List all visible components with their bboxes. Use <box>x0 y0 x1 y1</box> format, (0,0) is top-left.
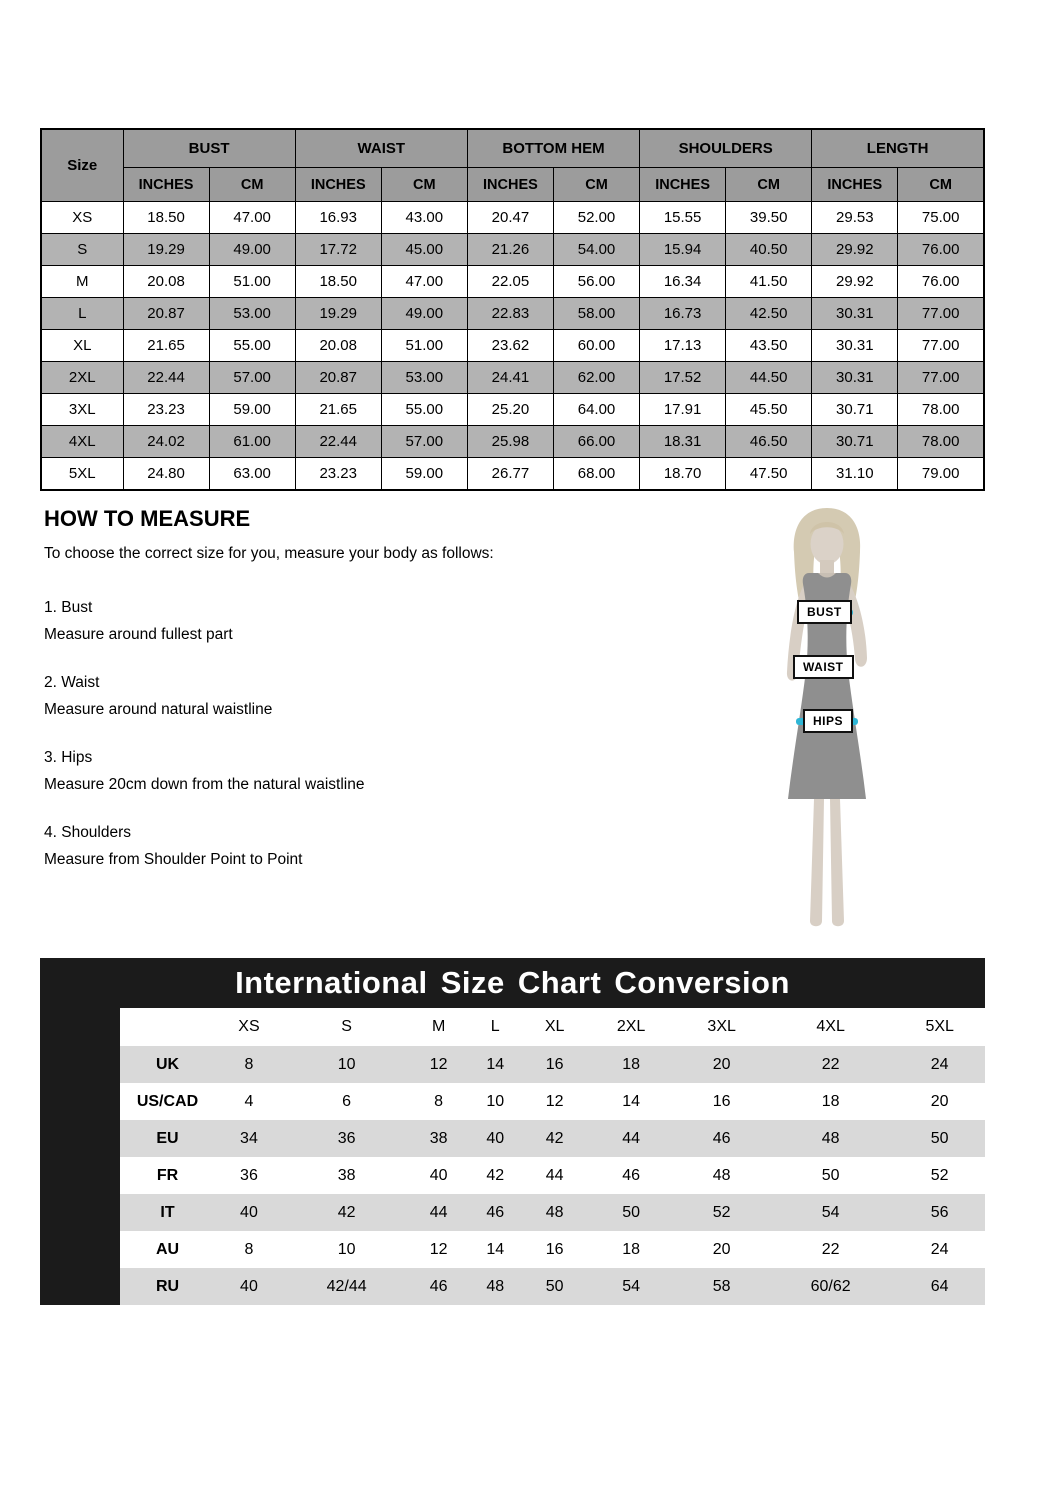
measurement-value: 22.05 <box>467 266 553 298</box>
measurement-value: 20.08 <box>295 330 381 362</box>
measurement-value: 23.23 <box>295 458 381 491</box>
measurement-value: 15.55 <box>640 202 726 234</box>
measurement-value: 62.00 <box>553 362 639 394</box>
step-label: 3. Hips <box>44 749 93 766</box>
measure-step <box>44 599 684 644</box>
measurement-value: 20.47 <box>467 202 553 234</box>
measurement-value: 23.62 <box>467 330 553 362</box>
measurement-value: 78.00 <box>898 426 984 458</box>
conversion-value: 50 <box>524 1268 586 1305</box>
region-label: IT <box>120 1194 215 1231</box>
step-desc: Measure around natural waistline <box>44 701 273 718</box>
conversion-value: 42 <box>283 1194 410 1231</box>
measurement-value: 29.92 <box>812 234 898 266</box>
step-desc: Measure around fullest part <box>44 626 233 643</box>
conversion-value: 10 <box>283 1046 410 1083</box>
conversion-value: 18 <box>586 1231 677 1268</box>
measure-step <box>44 749 684 794</box>
conversion-row <box>120 1194 985 1231</box>
region-label: AU <box>120 1231 215 1268</box>
measurement-value: 78.00 <box>898 394 984 426</box>
conversion-body <box>40 1008 985 1305</box>
conversion-value: 50 <box>767 1157 894 1194</box>
measurement-value: 63.00 <box>209 458 295 491</box>
conversion-size-header: 4XL <box>767 1008 894 1046</box>
right-leg-shape <box>830 799 844 926</box>
size-table-row <box>41 426 984 458</box>
conversion-value: 8 <box>215 1231 283 1268</box>
how-to-measure-intro: To choose the correct size for you, measure your body as follows: <box>44 545 494 562</box>
measurement-value: 59.00 <box>209 394 295 426</box>
size-label: L <box>41 298 123 330</box>
measurement-value: 29.53 <box>812 202 898 234</box>
unit-header: INCHES <box>295 168 381 202</box>
size-table-row <box>41 330 984 362</box>
measure-group-header: WAIST <box>295 129 467 168</box>
conversion-table-body <box>120 1046 985 1305</box>
conversion-value: 44 <box>586 1120 677 1157</box>
conversion-value: 12 <box>410 1046 467 1083</box>
region-label: FR <box>120 1157 215 1194</box>
measurement-value: 57.00 <box>209 362 295 394</box>
size-table-body <box>41 202 984 491</box>
step-label: 1. Bust <box>44 599 93 616</box>
hips-label: HIPS <box>803 709 853 733</box>
measurement-value: 20.08 <box>123 266 209 298</box>
measurement-value: 24.41 <box>467 362 553 394</box>
step-desc: Measure 20cm down from the natural waistline <box>44 776 365 793</box>
conversion-value: 24 <box>894 1046 985 1083</box>
conversion-size-header: 3XL <box>676 1008 767 1046</box>
conversion-size-header: XL <box>524 1008 586 1046</box>
measurement-value: 55.00 <box>381 394 467 426</box>
conversion-value: 14 <box>586 1083 677 1120</box>
conversion-value: 8 <box>215 1046 283 1083</box>
conversion-value: 14 <box>467 1231 524 1268</box>
measurement-value: 47.00 <box>209 202 295 234</box>
measurement-value: 55.00 <box>209 330 295 362</box>
measurement-value: 18.70 <box>640 458 726 491</box>
conversion-size-header: M <box>410 1008 467 1046</box>
measurement-value: 57.00 <box>381 426 467 458</box>
unit-header: CM <box>381 168 467 202</box>
measurement-value: 21.65 <box>295 394 381 426</box>
conversion-value: 40 <box>467 1120 524 1157</box>
region-label: UK <box>120 1046 215 1083</box>
measurement-value: 64.00 <box>553 394 639 426</box>
measurement-value: 52.00 <box>553 202 639 234</box>
measurement-value: 77.00 <box>898 330 984 362</box>
measurement-value: 43.00 <box>381 202 467 234</box>
size-label: S <box>41 234 123 266</box>
measure-group-header: BOTTOM HEM <box>467 129 639 168</box>
conversion-value: 50 <box>894 1120 985 1157</box>
conversion-value: 60/62 <box>767 1268 894 1305</box>
left-leg-shape <box>810 799 824 926</box>
unit-header: CM <box>553 168 639 202</box>
measurement-value: 17.52 <box>640 362 726 394</box>
measurement-value: 77.00 <box>898 298 984 330</box>
conversion-value: 20 <box>676 1231 767 1268</box>
size-table-row <box>41 202 984 234</box>
conversion-value: 46 <box>586 1157 677 1194</box>
conversion-size-header: XS <box>215 1008 283 1046</box>
measurement-value: 40.50 <box>726 234 812 266</box>
conversion-value: 40 <box>215 1268 283 1305</box>
size-label: XS <box>41 202 123 234</box>
conversion-value: 48 <box>767 1120 894 1157</box>
measurement-value: 53.00 <box>209 298 295 330</box>
conversion-value: 34 <box>215 1120 283 1157</box>
region-label: EU <box>120 1120 215 1157</box>
conversion-value: 52 <box>676 1194 767 1231</box>
measurement-value: 18.31 <box>640 426 726 458</box>
how-to-measure-section <box>44 506 684 899</box>
conversion-value: 16 <box>524 1046 586 1083</box>
measurement-value: 44.50 <box>726 362 812 394</box>
measurement-value: 39.50 <box>726 202 812 234</box>
conversion-header-row <box>120 1008 985 1046</box>
measurement-value: 24.02 <box>123 426 209 458</box>
conversion-value: 14 <box>467 1046 524 1083</box>
measurement-value: 43.50 <box>726 330 812 362</box>
conversion-value: 10 <box>467 1083 524 1120</box>
conversion-size-header: 2XL <box>586 1008 677 1046</box>
conversion-value: 46 <box>676 1120 767 1157</box>
measure-group-header: SHOULDERS <box>640 129 812 168</box>
measurement-value: 77.00 <box>898 362 984 394</box>
measurement-value: 59.00 <box>381 458 467 491</box>
conversion-value: 16 <box>676 1083 767 1120</box>
conversion-value: 44 <box>410 1194 467 1231</box>
size-label: 2XL <box>41 362 123 394</box>
measurement-value: 19.29 <box>295 298 381 330</box>
conversion-title: International Size Chart Conversion <box>40 958 985 1008</box>
conversion-value: 36 <box>283 1120 410 1157</box>
measurement-value: 49.00 <box>209 234 295 266</box>
conversion-value: 18 <box>586 1046 677 1083</box>
measurement-value: 30.31 <box>812 298 898 330</box>
conversion-value: 46 <box>467 1194 524 1231</box>
conversion-value: 48 <box>467 1268 524 1305</box>
measurement-value: 17.13 <box>640 330 726 362</box>
measurement-value: 75.00 <box>898 202 984 234</box>
size-label: 3XL <box>41 394 123 426</box>
conversion-value: 38 <box>410 1120 467 1157</box>
measurement-value: 76.00 <box>898 234 984 266</box>
conversion-section <box>40 958 985 1305</box>
conversion-value: 48 <box>676 1157 767 1194</box>
conversion-size-header: S <box>283 1008 410 1046</box>
unit-header: INCHES <box>123 168 209 202</box>
measure-group-header: BUST <box>123 129 295 168</box>
measurement-value: 26.77 <box>467 458 553 491</box>
measurement-value: 53.00 <box>381 362 467 394</box>
conversion-row <box>120 1046 985 1083</box>
measurement-value: 60.00 <box>553 330 639 362</box>
size-measurement-table <box>40 128 985 491</box>
measurement-value: 66.00 <box>553 426 639 458</box>
size-table-row <box>41 458 984 491</box>
conversion-value: 38 <box>283 1157 410 1194</box>
size-label: 4XL <box>41 426 123 458</box>
conversion-value: 12 <box>410 1231 467 1268</box>
conversion-value: 58 <box>676 1268 767 1305</box>
conversion-value: 44 <box>524 1157 586 1194</box>
bust-label: BUST <box>797 600 852 624</box>
measurement-value: 18.50 <box>295 266 381 298</box>
measure-step <box>44 674 684 719</box>
size-table-row <box>41 394 984 426</box>
conversion-value: 36 <box>215 1157 283 1194</box>
size-table-row <box>41 266 984 298</box>
measurement-value: 17.72 <box>295 234 381 266</box>
conversion-size-header: L <box>467 1008 524 1046</box>
measurement-value: 17.91 <box>640 394 726 426</box>
measurement-value: 18.50 <box>123 202 209 234</box>
measure-group-header: LENGTH <box>812 129 984 168</box>
size-table-row <box>41 234 984 266</box>
measurement-value: 21.65 <box>123 330 209 362</box>
measurement-value: 19.29 <box>123 234 209 266</box>
measurement-value: 25.20 <box>467 394 553 426</box>
measurement-value: 30.71 <box>812 426 898 458</box>
measurement-value: 25.98 <box>467 426 553 458</box>
measurement-value: 76.00 <box>898 266 984 298</box>
size-table-row <box>41 298 984 330</box>
conversion-value: 22 <box>767 1231 894 1268</box>
measurement-value: 51.00 <box>381 330 467 362</box>
conversion-value: 4 <box>215 1083 283 1120</box>
conversion-value: 20 <box>676 1046 767 1083</box>
conversion-value: 42 <box>467 1157 524 1194</box>
size-label: XL <box>41 330 123 362</box>
conversion-value: 46 <box>410 1268 467 1305</box>
measure-steps <box>44 599 684 869</box>
conversion-row <box>120 1120 985 1157</box>
conversion-value: 10 <box>283 1231 410 1268</box>
measurement-value: 23.23 <box>123 394 209 426</box>
conversion-table <box>120 1008 985 1305</box>
measurement-figure <box>725 500 935 935</box>
measurement-value: 30.31 <box>812 362 898 394</box>
size-label: 5XL <box>41 458 123 491</box>
measurement-value: 49.00 <box>381 298 467 330</box>
size-table-group-row <box>41 129 984 168</box>
conversion-table-head <box>120 1008 985 1046</box>
measurement-value: 22.44 <box>123 362 209 394</box>
measurement-value: 41.50 <box>726 266 812 298</box>
measurement-value: 29.92 <box>812 266 898 298</box>
conversion-value: 22 <box>767 1046 894 1083</box>
conversion-value: 56 <box>894 1194 985 1231</box>
measurement-value: 47.00 <box>381 266 467 298</box>
measurement-value: 30.31 <box>812 330 898 362</box>
size-label: M <box>41 266 123 298</box>
conversion-value: 20 <box>894 1083 985 1120</box>
measurement-value: 22.44 <box>295 426 381 458</box>
measurement-value: 46.50 <box>726 426 812 458</box>
measurement-value: 16.34 <box>640 266 726 298</box>
region-label: US/CAD <box>120 1083 215 1120</box>
conversion-row <box>120 1083 985 1120</box>
measurement-value: 30.71 <box>812 394 898 426</box>
measurement-value: 20.87 <box>123 298 209 330</box>
conversion-row <box>120 1268 985 1305</box>
conversion-value: 54 <box>586 1268 677 1305</box>
measurement-value: 22.83 <box>467 298 553 330</box>
conversion-value: 40 <box>410 1157 467 1194</box>
unit-header: INCHES <box>640 168 726 202</box>
measurement-value: 16.73 <box>640 298 726 330</box>
measurement-value: 24.80 <box>123 458 209 491</box>
waist-label: WAIST <box>793 655 854 679</box>
conversion-value: 6 <box>283 1083 410 1120</box>
measurement-value: 79.00 <box>898 458 984 491</box>
step-desc: Measure from Shoulder Point to Point <box>44 851 303 868</box>
conversion-value: 50 <box>586 1194 677 1231</box>
measurement-value: 42.50 <box>726 298 812 330</box>
conversion-value: 54 <box>767 1194 894 1231</box>
measurement-value: 54.00 <box>553 234 639 266</box>
measurement-value: 56.00 <box>553 266 639 298</box>
region-label: RU <box>120 1268 215 1305</box>
step-label: 2. Waist <box>44 674 100 691</box>
size-table-sub-row <box>41 168 984 202</box>
conversion-value: 8 <box>410 1083 467 1120</box>
measurement-value: 20.87 <box>295 362 381 394</box>
size-table-head <box>41 129 984 202</box>
conversion-value: 18 <box>767 1083 894 1120</box>
unit-header: CM <box>898 168 984 202</box>
measurement-value: 21.26 <box>467 234 553 266</box>
step-label: 4. Shoulders <box>44 824 132 841</box>
unit-header: INCHES <box>467 168 553 202</box>
conversion-row <box>120 1231 985 1268</box>
size-column-header: Size <box>41 129 123 202</box>
how-to-measure-title: HOW TO MEASURE <box>44 506 251 531</box>
conversion-value: 48 <box>524 1194 586 1231</box>
conversion-size-header: 5XL <box>894 1008 985 1046</box>
conversion-value: 16 <box>524 1231 586 1268</box>
size-table-row <box>41 362 984 394</box>
measurement-value: 45.00 <box>381 234 467 266</box>
unit-header: CM <box>209 168 295 202</box>
conversion-value: 64 <box>894 1268 985 1305</box>
measurement-value: 61.00 <box>209 426 295 458</box>
conversion-value: 42/44 <box>283 1268 410 1305</box>
measurement-value: 68.00 <box>553 458 639 491</box>
measurement-value: 16.93 <box>295 202 381 234</box>
conversion-row <box>120 1157 985 1194</box>
measure-step <box>44 824 684 869</box>
conversion-value: 40 <box>215 1194 283 1231</box>
conversion-value: 42 <box>524 1120 586 1157</box>
measurement-value: 31.10 <box>812 458 898 491</box>
conversion-value: 24 <box>894 1231 985 1268</box>
conversion-corner-cell <box>120 1008 215 1046</box>
measurement-value: 58.00 <box>553 298 639 330</box>
conversion-side-bar <box>40 1008 120 1305</box>
measurement-value: 45.50 <box>726 394 812 426</box>
conversion-value: 52 <box>894 1157 985 1194</box>
measurement-value: 47.50 <box>726 458 812 491</box>
measurement-value: 15.94 <box>640 234 726 266</box>
unit-header: INCHES <box>812 168 898 202</box>
unit-header: CM <box>726 168 812 202</box>
conversion-value: 12 <box>524 1083 586 1120</box>
measurement-value: 51.00 <box>209 266 295 298</box>
